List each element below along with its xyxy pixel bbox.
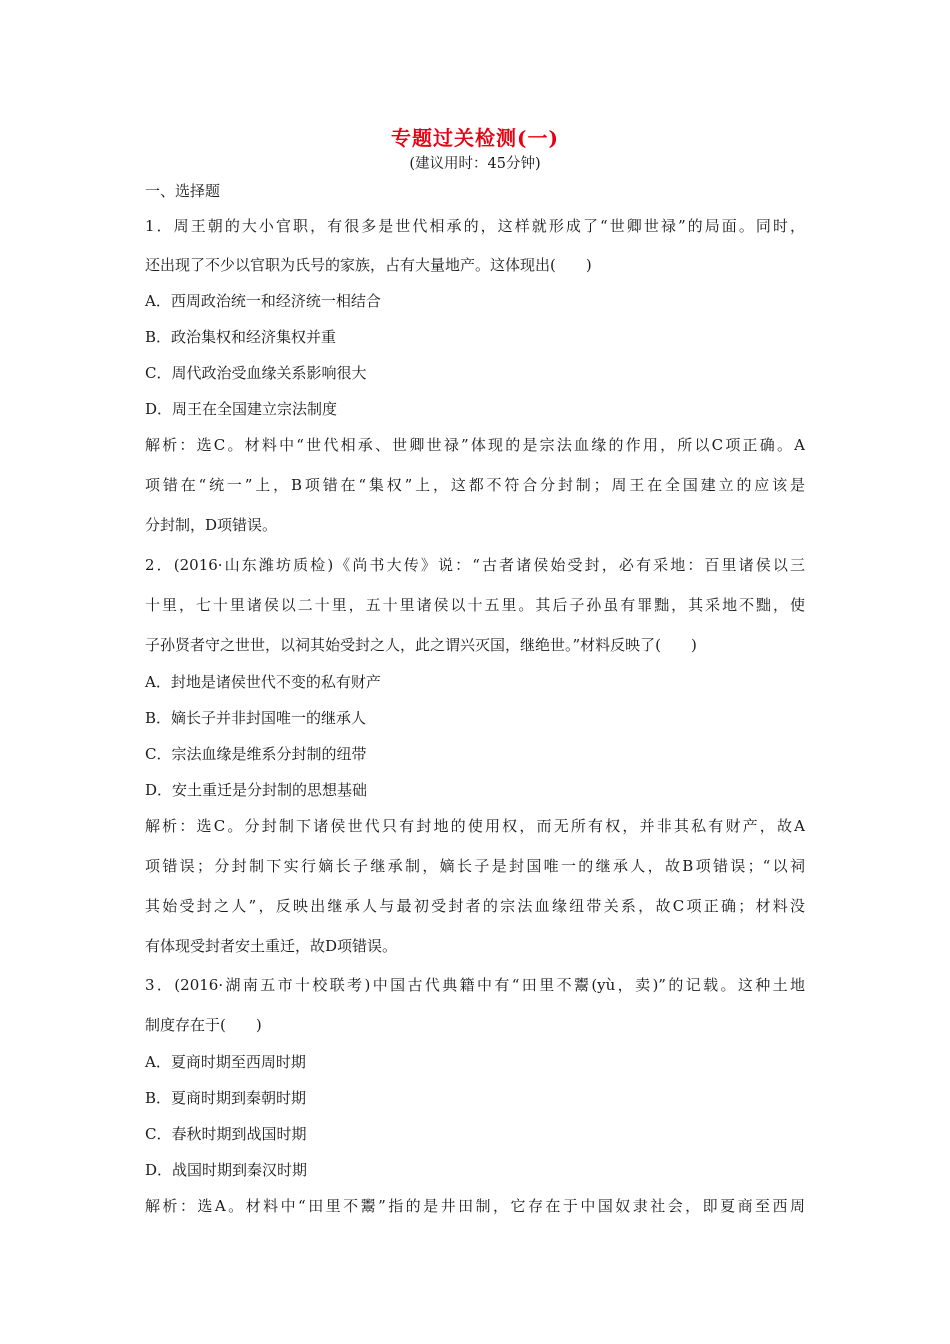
- q3-stem-line-1: 3．(2016·湖南五市十校联考)中国古代典籍中有“田里不鬻(yù，卖)”的记载。这种土地: [145, 976, 805, 994]
- q1-stem-line-1: 1．周王朝的大小官职，有很多是世代相承的，这样就形成了“世卿世禄”的局面。同时，: [145, 217, 805, 235]
- q3-analysis-line-1: 解析：选A。材料中“田里不鬻”指的是井田制，它存在于中国奴隶社会，即夏商至西周: [145, 1197, 805, 1215]
- q1-analysis-line-1: 解析：选C。材料中“世代相承、世卿世禄”体现的是宗法血缘的作用，所以C项正确。A: [145, 436, 805, 454]
- q1-analysis-line-2: 项错在“统一”上，B项错在“集权”上，这都不符合分封制；周王在全国建立的应该是: [145, 476, 805, 494]
- q3-stem-line-2: 制度存在于( ): [145, 1016, 262, 1034]
- q2-option-a: A．封地是诸侯世代不变的私有财产: [145, 673, 381, 691]
- q2-analysis-line-1: 解析：选C。分封制下诸侯世代只有封地的使用权，而无所有权，并非其私有财产，故A: [145, 817, 805, 835]
- q2-analysis-line-3: 其始受封之人”，反映出继承人与最初受封者的宗法血缘纽带关系，故C项正确；材料没: [145, 897, 805, 915]
- q2-stem-line-2: 十里，七十里诸侯以二十里，五十里诸侯以十五里。其后子孙虽有罪黜，其采地不黜，使: [145, 596, 805, 614]
- page-title: 专题过关检测(一): [391, 126, 559, 150]
- q1-option-d: D．周王在全国建立宗法制度: [145, 400, 338, 418]
- q1-option-c: C．周代政治受血缘关系影响很大: [145, 364, 367, 382]
- q1-option-b: B．政治集权和经济集权并重: [145, 328, 337, 346]
- q1-option-a: A．西周政治统一和经济统一相结合: [145, 292, 381, 310]
- q1-stem-line-2: 还出现了不少以官职为氏号的家族，占有大量地产。这体现出( ): [145, 256, 592, 274]
- section-heading: 一、选择题: [145, 182, 221, 200]
- q2-stem-line-1: 2．(2016·山东潍坊质检)《尚书大传》说：“古者诸侯始受封，必有采地：百里诸侯以三: [145, 556, 805, 574]
- q3-option-d: D．战国时期到秦汉时期: [145, 1161, 308, 1179]
- q2-analysis-line-2: 项错误；分封制下实行嫡长子继承制，嫡长子是封国唯一的继承人，故B项错误；“以祠: [145, 857, 805, 875]
- q3-option-c: C．春秋时期到战国时期: [145, 1125, 307, 1143]
- q1-analysis-line-3: 分封制，D项错误。: [145, 516, 278, 534]
- q3-option-b: B．夏商时期到秦朝时期: [145, 1089, 307, 1107]
- q2-option-d: D．安土重迁是分封制的思想基础: [145, 781, 368, 799]
- page-subtitle: (建议用时：45分钟): [409, 156, 541, 172]
- q2-option-b: B．嫡长子并非封国唯一的继承人: [145, 709, 367, 727]
- q3-option-a: A．夏商时期至西周时期: [145, 1053, 306, 1071]
- q2-analysis-line-4: 有体现受封者安土重迁，故D项错误。: [145, 937, 398, 955]
- q2-option-c: C．宗法血缘是维系分封制的纽带: [145, 745, 367, 763]
- q2-stem-line-3: 子孙贤者守之世世，以祠其始受封之人，此之谓兴灭国，继绝世。”材料反映了( ): [145, 636, 697, 654]
